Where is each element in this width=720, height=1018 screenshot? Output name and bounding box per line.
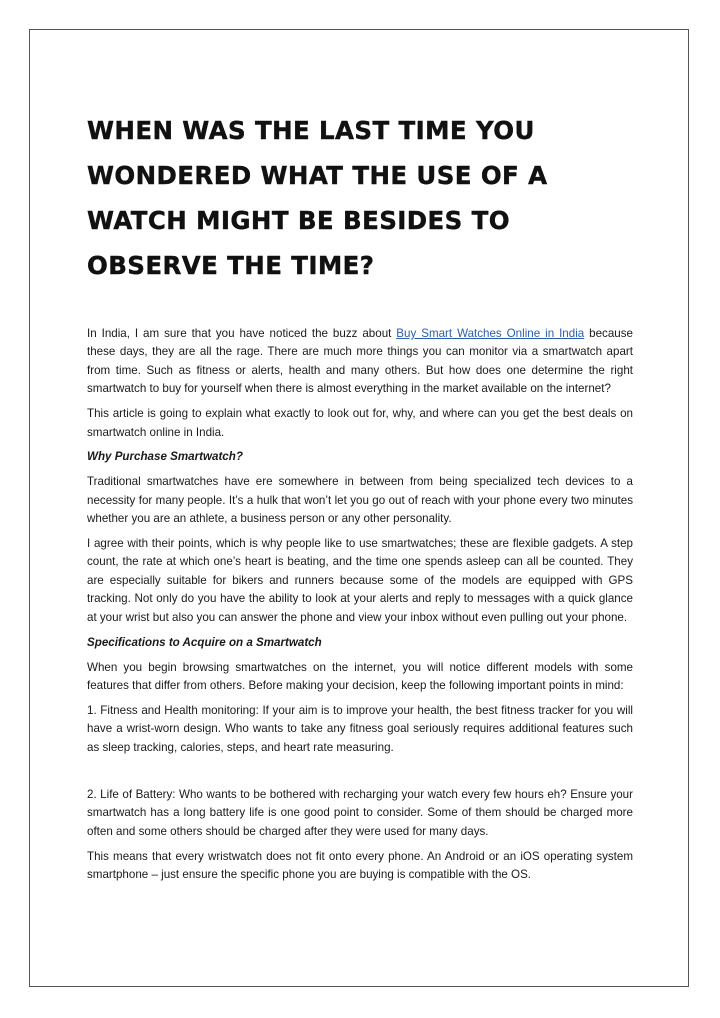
document-body (87, 108, 633, 891)
specifications-heading: Specifications to Acquire on a Smartwatch (87, 635, 322, 649)
buy-smart-watches-link[interactable]: Buy Smart Watches Online in India (396, 327, 585, 340)
browsing-paragraph: When you begin browsing smartwatches on the internet, you will notice different models with some features that differ from others. Before making your decision, keep the following important points in mind: (87, 660, 633, 692)
battery-life-point: 2. Life of Battery: Who wants to be bothered with recharging your watch every few hours eh? Ensure your smartwatch has a long battery life is one good point to consider. Some of them should be charged more often and some others should be charged after they were used for many days. (87, 788, 633, 838)
intro-text-before-link: In India, I am sure that you have noticed the buzz about (87, 327, 397, 340)
traditional-smartwatches-paragraph: Traditional smartwatches have ere somewhere in between from being specialized tech devices to a necessity for many people. It’s a hulk that won’t let you go out of reach with your phone every two minutes whether you are an athlete, a business person or any other personality. (87, 475, 633, 526)
flexible-gadgets-paragraph: I agree with their points, which is why people like to use smartwatches; these are flexible gadgets. A step count, the rate at which one’s heart is beating, and the time one spends asleep can all be counted. They are especially suitable for bikers and runners because some of the models are equipped with GPS tracking. Not only do you have the ability to look at your alerts and reply to messages with a quick glance at your wrist but also you can answer the phone and view your inbox without even pulling out your phone. (87, 537, 633, 624)
compatibility-paragraph: This means that every wristwatch does not fit onto every phone. An Android or an iOS operating system smartphone – just ensure the specific phone you are buying is compatible with the OS. (87, 849, 633, 882)
article-purpose-paragraph: This article is going to explain what exactly to look out for, why, and where can you get the best deals on smartwatch online in India. (87, 407, 633, 439)
document-title: WHEN WAS THE LAST TIME YOU WONDERED WHAT THE USE OF A WATCH MIGHT BE BESIDES TO OBSERVE THE TIME? (87, 116, 548, 280)
fitness-health-point: 1. Fitness and Health monitoring: If your aim is to improve your health, the best fitness tracker for you will have a wrist-worn design. Who wants to take any fitness goal seriously requires additional features such as sleep tracking, calories, steps, and heart rate measuring. (87, 703, 633, 754)
why-purchase-heading: Why Purchase Smartwatch? (87, 450, 243, 464)
intro-text-after-link: because these days, they are all the rage. There are much more things you can monitor via a smartwatch apart from time. Such as fitness or alerts, health and many others. But how does one determine the right smartwatch to buy for yourself when there is almost everything in the market available on the internet? (87, 327, 633, 396)
intro-paragraph (87, 325, 633, 399)
